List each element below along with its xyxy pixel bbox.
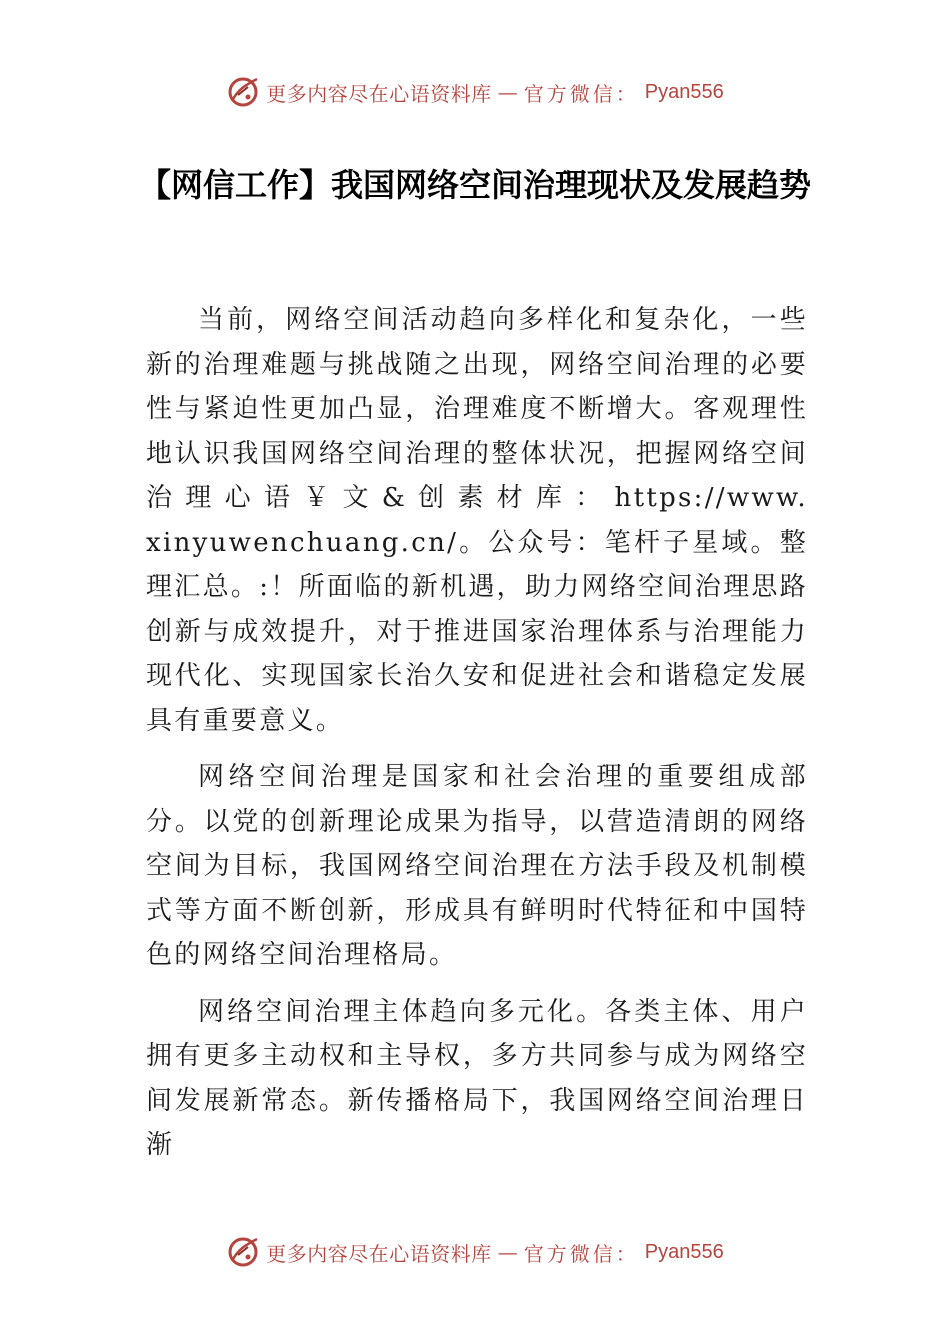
- paragraph-1: 当前，网络空间活动趋向多样化和复杂化，一些新的治理难题与挑战随之出现，网络空间治理的必要性与紧迫性更加凸显，治理难度不断增大。客观理性地认识我国网络空间治理的整体状况，把握网络空间治 理 心 语 ￥ 文 & 创 素 材 库 ： https://www.xinyuwenchuang.cn/。公众号：笔杆子星域。整理汇总。:！所面临的新机遇，助力网络空间治理思路创新与成效提升，对于推进国家治理体系与治理能力现代化、实现国家长治久安和促进社会和谐稳定发展具有重要意义。: [146, 305, 808, 736]
- header-banner: [0, 72, 950, 112]
- paragraph-3: 网络空间治理主体趋向多元化。各类主体、用户拥有更多主动权和主导权，多方共同参与成为网络空间发展新常态。新传播格局下，我国网络空间治理日渐: [146, 996, 808, 1160]
- footer-wechat-id: Pyan556: [644, 1240, 724, 1263]
- library-logo-icon: [226, 1235, 260, 1269]
- document-body: [146, 298, 808, 1180]
- document-title: 【网信工作】我国网络空间治理现状及发展趋势: [138, 166, 811, 204]
- footer-brand-text: 更多内容尽在心语资料库: [266, 1241, 492, 1266]
- library-logo-icon: [226, 75, 260, 109]
- header-wechat-id: Pyan556: [644, 80, 724, 103]
- header-separator: —: [497, 80, 518, 104]
- footer-wechat-label: 官方微信：: [523, 1241, 639, 1266]
- paragraph-2: 网络空间治理是国家和社会治理的重要组成部分。以党的创新理论成果为指导，以营造清朗的网络空间为目标，我国网络空间治理在方法手段及机制模式等方面不断创新，形成具有鲜明时代特征和中国特色的网络空间治理格局。: [146, 762, 808, 970]
- header-wechat-label: 官方微信：: [523, 81, 639, 106]
- footer-separator: —: [497, 1240, 518, 1264]
- header-brand-text: 更多内容尽在心语资料库: [266, 81, 492, 106]
- footer-banner: [0, 1232, 950, 1272]
